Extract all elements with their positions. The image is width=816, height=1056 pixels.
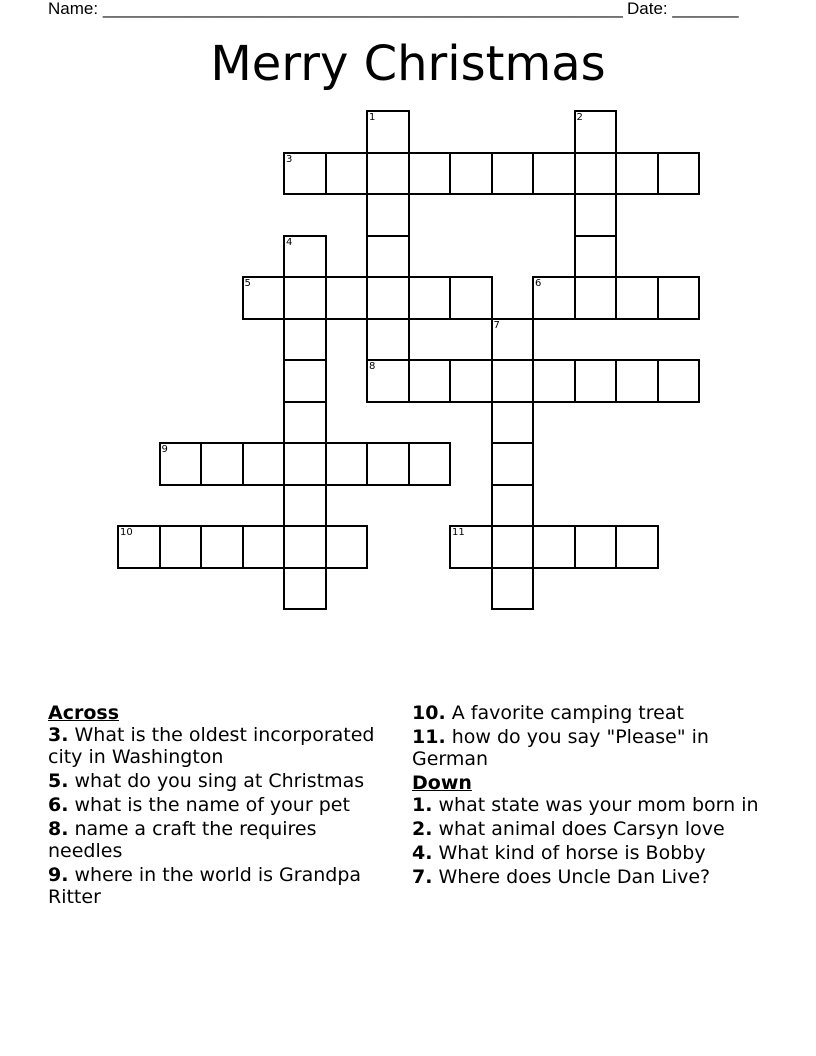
- grid-cell[interactable]: [491, 442, 535, 486]
- grid-cell[interactable]: [283, 318, 327, 362]
- grid-cell[interactable]: [491, 567, 535, 611]
- clue-number: 9.: [48, 864, 69, 886]
- grid-cell[interactable]: [366, 235, 410, 279]
- clue-text: What kind of horse is Bobby: [438, 842, 706, 864]
- clue-text: A favorite camping treat: [451, 702, 684, 724]
- grid-cell[interactable]: [283, 276, 327, 320]
- clue-number: 11.: [412, 726, 446, 748]
- clue-number: 5.: [48, 770, 69, 792]
- cell-number: 9: [161, 444, 168, 455]
- across-clue: [412, 726, 772, 770]
- clue-text: how do you say "Please" in German: [412, 726, 709, 770]
- grid-cell[interactable]: [657, 359, 701, 403]
- grid-cell[interactable]: [491, 401, 535, 445]
- grid-cell[interactable]: [242, 276, 286, 320]
- across-heading: Across: [48, 702, 120, 724]
- grid-cell[interactable]: [242, 525, 286, 569]
- grid-cell[interactable]: [200, 525, 244, 569]
- grid-cell[interactable]: [117, 525, 161, 569]
- clue-text: what is the name of your pet: [74, 794, 350, 816]
- grid-cell[interactable]: [366, 152, 410, 196]
- grid-cell[interactable]: [449, 359, 493, 403]
- cell-number: 11: [452, 527, 465, 538]
- grid-cell[interactable]: [366, 318, 410, 362]
- grid-cell[interactable]: [574, 110, 618, 154]
- grid-cell[interactable]: [532, 276, 576, 320]
- grid-cell[interactable]: [366, 193, 410, 237]
- grid-cell[interactable]: [408, 359, 452, 403]
- cell-number: 3: [286, 153, 293, 165]
- cell-number: 8: [369, 361, 376, 372]
- grid-cell[interactable]: [491, 525, 535, 569]
- grid-cell[interactable]: [615, 152, 659, 196]
- grid-cell[interactable]: [491, 152, 535, 196]
- clue-text: what animal does Carsyn love: [438, 818, 725, 840]
- clue-text: where in the world is Grandpa Ritter: [48, 864, 362, 908]
- clues-column-right: [412, 702, 772, 890]
- grid-cell[interactable]: [408, 152, 452, 196]
- clue-number: 7.: [412, 866, 433, 888]
- name-blank: _______________________________________________________: [102, 0, 623, 18]
- grid-cell[interactable]: [325, 152, 369, 196]
- grid-cell[interactable]: [283, 567, 327, 611]
- down-clue: [412, 794, 772, 816]
- clue-number: 10.: [412, 702, 446, 724]
- grid-cell[interactable]: [366, 359, 410, 403]
- grid-cell[interactable]: [159, 442, 203, 486]
- across-clue: [412, 702, 772, 724]
- grid-cell[interactable]: [449, 525, 493, 569]
- clue-number: 4.: [412, 842, 433, 864]
- across-clue: [48, 724, 393, 768]
- across-clue: [48, 864, 393, 908]
- grid-cell[interactable]: [615, 359, 659, 403]
- clue-text: what do you sing at Christmas: [74, 770, 365, 792]
- grid-cell[interactable]: [242, 442, 286, 486]
- grid-cell[interactable]: [532, 152, 576, 196]
- grid-cell[interactable]: [574, 276, 618, 320]
- cell-number: 2: [576, 112, 583, 123]
- grid-cell[interactable]: [657, 152, 701, 196]
- grid-cell[interactable]: [491, 484, 535, 528]
- grid-cell[interactable]: [574, 152, 618, 196]
- grid-cell[interactable]: [325, 442, 369, 486]
- grid-cell[interactable]: [408, 276, 452, 320]
- clues-column-left: [48, 702, 393, 910]
- grid-cell[interactable]: [159, 525, 203, 569]
- grid-cell[interactable]: [615, 525, 659, 569]
- grid-cell[interactable]: [366, 110, 410, 154]
- puzzle-title: Merry Christmas: [210, 36, 606, 92]
- grid-cell[interactable]: [574, 359, 618, 403]
- grid-cell[interactable]: [366, 442, 410, 486]
- down-clue: [412, 818, 772, 840]
- clue-text: Where does Uncle Dan Live?: [438, 866, 711, 888]
- clue-number: 8.: [48, 818, 69, 840]
- grid-cell[interactable]: [283, 484, 327, 528]
- cell-number: 10: [120, 527, 133, 538]
- grid-cell[interactable]: [491, 359, 535, 403]
- grid-cell[interactable]: [532, 359, 576, 403]
- across-clue: [48, 770, 393, 792]
- cell-number: 5: [244, 278, 251, 289]
- grid-cell[interactable]: [532, 525, 576, 569]
- clue-text: what state was your mom born in: [438, 794, 759, 816]
- grid-cell[interactable]: [283, 235, 327, 279]
- grid-cell[interactable]: [283, 442, 327, 486]
- grid-cell[interactable]: [657, 276, 701, 320]
- clue-text: What is the oldest incorporated city in Washington: [48, 724, 375, 768]
- grid-cell[interactable]: [283, 152, 327, 196]
- name-label: Name:: [48, 0, 99, 18]
- cell-number: 6: [535, 278, 542, 289]
- down-clue: [412, 866, 772, 888]
- grid-cell[interactable]: [200, 442, 244, 486]
- clue-number: 2.: [412, 818, 433, 840]
- grid-cell[interactable]: [574, 235, 618, 279]
- clue-number: 3.: [48, 724, 69, 746]
- grid-cell[interactable]: [491, 318, 535, 362]
- grid-cell[interactable]: [283, 525, 327, 569]
- clue-number: 1.: [412, 794, 433, 816]
- cell-number: 4: [286, 236, 293, 248]
- cell-number: 1: [369, 112, 376, 123]
- grid-cell[interactable]: [325, 525, 369, 569]
- across-clue: [48, 818, 393, 862]
- grid-cell[interactable]: [283, 401, 327, 445]
- grid-cell[interactable]: [283, 359, 327, 403]
- grid-cell[interactable]: [574, 525, 618, 569]
- grid-cell[interactable]: [449, 276, 493, 320]
- date-label: Date:: [627, 0, 668, 18]
- down-clue: [412, 842, 772, 864]
- grid-cell[interactable]: [615, 276, 659, 320]
- grid-cell[interactable]: [366, 276, 410, 320]
- across-clue: [48, 794, 393, 816]
- grid-cell[interactable]: [574, 193, 618, 237]
- date-blank: _______: [672, 0, 739, 18]
- grid-cell[interactable]: [449, 152, 493, 196]
- cell-number: 7: [493, 319, 500, 331]
- clue-text: name a craft the requires needles: [48, 818, 317, 862]
- grid-cell[interactable]: [408, 442, 452, 486]
- clue-number: 6.: [48, 794, 69, 816]
- down-heading: Down: [412, 772, 472, 794]
- grid-cell[interactable]: [325, 276, 369, 320]
